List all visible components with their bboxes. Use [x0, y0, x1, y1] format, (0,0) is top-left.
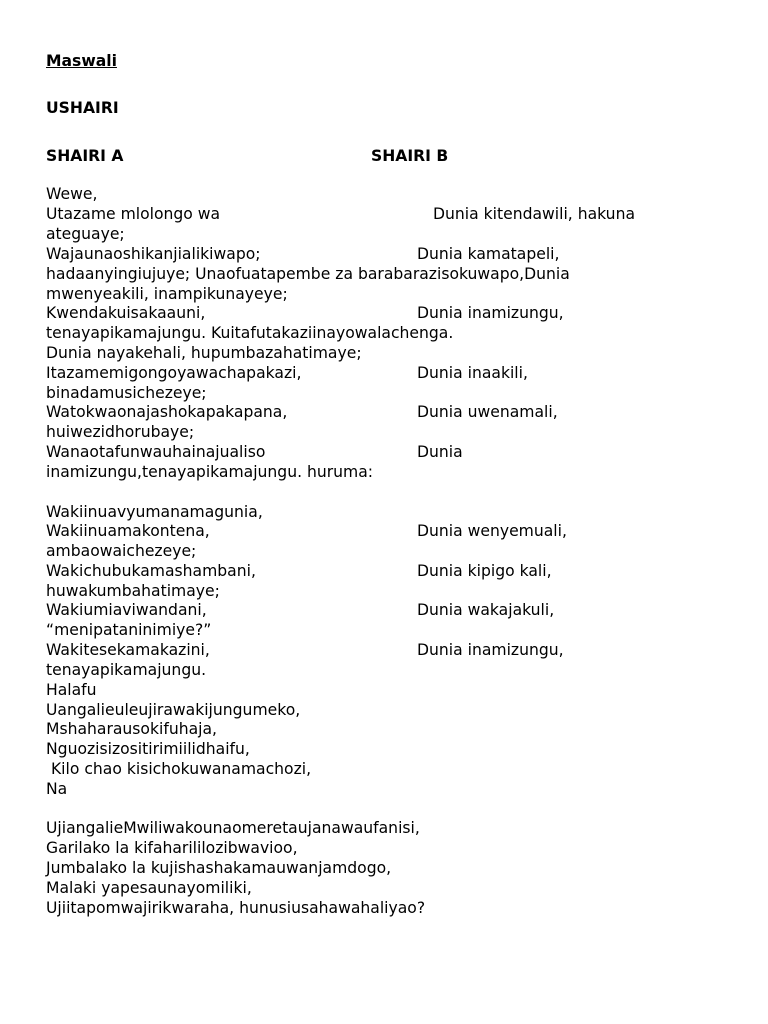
poem-line: Dunia	[417, 443, 463, 461]
poem-line: tenayapikamajungu. Kuitafutakaziinayowalachenga.	[46, 324, 454, 342]
poem-line: Dunia uwenamali,	[417, 403, 558, 421]
poem-b-title: SHAIRI B	[371, 147, 449, 165]
poem-line: Dunia inamizungu,	[417, 304, 564, 322]
poem-line: Utazame mlolongo wa	[46, 205, 221, 223]
poem-line: Uangalieuleujirawakijungumeko,	[46, 701, 301, 719]
poem-line: Dunia inamizungu,	[417, 641, 564, 659]
poem-line: binadamusichezeye;	[46, 384, 207, 402]
poem-line: huwakumbahatimaye;	[46, 582, 220, 600]
poem-line: Jumbalako la kujishashakamauwanjamdogo,	[46, 859, 392, 877]
poem-line: Dunia kitendawili, hakuna	[433, 205, 636, 223]
poem-line: Dunia wenyemuali,	[417, 522, 567, 540]
poem-line: Na	[46, 780, 68, 798]
heading: Maswali	[46, 52, 117, 70]
poem-line: Wakiumiaviwandani,	[46, 601, 207, 619]
poem-line: Wajaunaoshikanjialikiwapo;	[46, 245, 261, 263]
poem-line: Garilako la kifaharililozibwavioo,	[46, 839, 298, 857]
poem-line: “menipataninimiye?”	[46, 621, 212, 639]
poem-line: Kilo chao kisichokuwanamachozi,	[46, 760, 312, 778]
poem-line: Wakichubukamashambani,	[46, 562, 256, 580]
poem-line: Itazamemigongoyawachapakazi,	[46, 364, 302, 382]
poem-line: Dunia kamatapeli,	[417, 245, 560, 263]
poem-line: Wakiinuamakontena,	[46, 522, 210, 540]
poem-line: UjiangalieMwiliwakounaomeretaujanawaufanisi,	[46, 819, 420, 837]
poem-line: tenayapikamajungu.	[46, 661, 207, 679]
poem-line: Mshaharausokifuhaja,	[46, 720, 217, 738]
poem-line: Wakiinuavyumanamagunia,	[46, 503, 263, 521]
poem-line: Dunia wakajakuli,	[417, 601, 555, 619]
poem-line: hadaanyingiujuye; Unaofuatapembe za barabarazisokuwapo,Dunia	[46, 265, 570, 283]
poem-line: Watokwaonajashokapakapana,	[46, 403, 288, 421]
poem-line: inamizungu,tenayapikamajungu. huruma:	[46, 463, 374, 481]
poem-a-title: SHAIRI A	[46, 147, 124, 165]
poem-line: Ujiitapomwajirikwaraha, hunusiusahawahaliyao?	[46, 899, 426, 917]
poem-line: Kwendakuisakaauni,	[46, 304, 206, 322]
poem-line: Wanaotafunwauhainajualiso	[46, 443, 266, 461]
poem-line: Nguozisizositirimiilidhaifu,	[46, 740, 250, 758]
poem-line: huiwezidhorubaye;	[46, 423, 195, 441]
poem-line: Wakitesekamakazini,	[46, 641, 210, 659]
poem-line: ateguaye;	[46, 225, 125, 243]
poem-line: Dunia kipigo kali,	[417, 562, 552, 580]
poem-line: ambaowaichezeye;	[46, 542, 197, 560]
poem-line: mwenyeakili, inampikunayeye;	[46, 285, 288, 303]
poem-line: Dunia nayakehali, hupumbazahatimaye;	[46, 344, 362, 362]
poem-line: Malaki yapesaunayomiliki,	[46, 879, 252, 897]
section-title: USHAIRI	[46, 99, 119, 117]
poem-line: Dunia inaakili,	[417, 364, 528, 382]
poem-line: Wewe,	[46, 185, 98, 203]
poem-line: Halafu	[46, 681, 97, 699]
